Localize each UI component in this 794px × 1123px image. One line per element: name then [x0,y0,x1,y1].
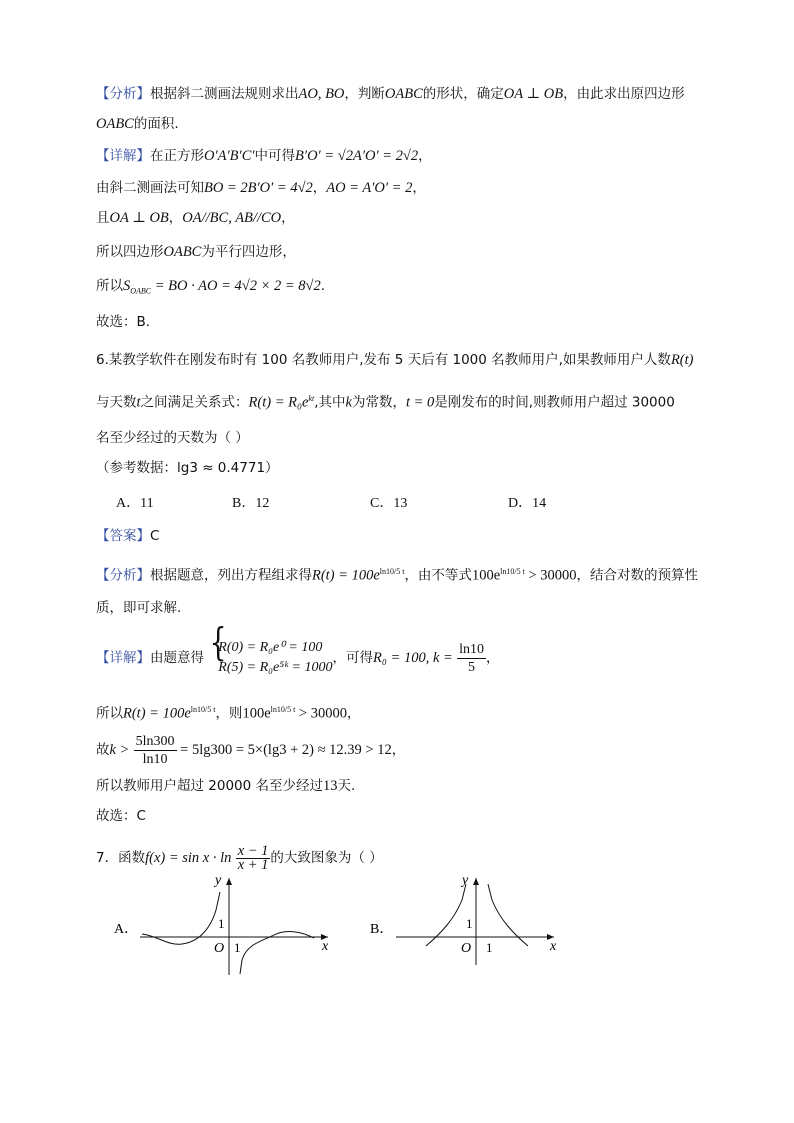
svg-text:y: y [215,873,222,888]
svg-text:1: 1 [234,940,241,955]
graph-option-b [366,870,566,970]
q5-detail-line1: 【详解】在正方形O′A′B′C′中可得B′O′ = √2A′O′ = 2√2， [96,148,432,164]
q5-detail-line3: 且OA ⊥ OB，OA//BC, AB//CO， [96,210,295,226]
svg-text:1: 1 [218,916,225,931]
answer-tag: 【答案】 [96,528,150,544]
math: R₀ = 100, k = [373,650,453,666]
q5-analysis-line2: OABC的面积. [96,116,179,132]
option-b: B．12 [232,496,270,511]
math: k > [109,742,130,758]
q6-detail-line2: 所以$R(t) = 100e^{ln10/5 t}$，则$100e^{ln10/5 t} > 30000$， [96,705,361,722]
detail-tag: 【详解】 [96,650,150,666]
q6-reference-data: （参考数据：lg3 ≈ 0.4771） [96,460,279,476]
q6-analysis-line2: 质，即可求解. [96,600,182,616]
analysis-tag: 【分析】 [96,86,150,102]
math: = BO · AO = 4√2 × 2 = 8√2 [151,278,321,294]
math: OA ⊥ OB [109,210,169,226]
answer-value: C [150,528,160,544]
graph-a-label: A． [114,922,139,937]
math: AO, BO [298,86,345,102]
svg-text:1: 1 [466,916,473,931]
q6-analysis-line1: 【分析】根据题意，列出方程组求得$R(t) = 100e^{ln10/5 t}$，由不等式$100e^{ln10/5 t} > 30000$，结合对数的预算性 [96,567,698,584]
q5-detail-line2: 由斜二测画法可知BO = 2B′O′ = 4√2，AO = A′O′ = 2， [96,180,426,196]
math: B′O′ = √2A′O′ = 2√2 [295,148,419,164]
q6-answer: 故选：C [96,808,146,824]
math: OABC [96,116,134,132]
fraction: $\frac{5\ln 300}{\ln 10}$ [135,733,175,767]
detail-tag: 【详解】 [96,148,150,164]
math: OA//BC, AB//CO [182,210,282,226]
fraction: $\frac{\ln 10}{5}$ [459,641,484,675]
q6-detail-line4: 所以教师用户超过 20000 名至少经过13天. [96,778,356,794]
math: OABC [384,86,423,102]
svg-text:x: x [550,939,557,954]
option-d: D．14 [508,496,547,511]
q5-answer: 故选：B. [96,314,151,330]
math: S [123,278,131,294]
math: OA ⊥ OB [503,86,564,102]
math: f(x) = sin x · ln [145,850,232,866]
math: OABC [163,244,202,260]
svg-text:y: y [462,873,469,888]
q6-stem-line1: 6.某教学软件在刚发布时有 100 名教师用户,发布 5 天后有 1000 名教师用户,如果教师用户人数R(t) [96,352,694,368]
y-arrow-icon [226,878,232,885]
q6-stem-line3: 名至少经过的天数为（ ） [96,430,249,446]
q5-detail-line5: 所以$S_{OABC}$ = BO · AO = 4√2 × 2 = 8√2. [96,278,326,296]
fraction: $\frac{x - 1}{x + 1}$ [237,842,269,873]
q6-detail-line3: 故k > $\frac{5\ln 300}{\ln 10}$ = 5lg300 = 5×(lg3 + 2) ≈ 12.39 > 12， [96,733,406,767]
option-a: A．11 [116,496,154,511]
math: 100e [471,567,501,584]
q6-detail-line1: 【详解】由题意得 { R(0) = R₀e⁰ = 100 R(5) = R₀e⁵ᵏ = 1000 ，可得R₀ = 100, k = $\frac{\ln 10}{5}$ ， [96,636,708,680]
q6-answer-line [96,526,708,546]
q6-stem-line2: 与天数t之间满足关系式：$R(t) = R_0e^{kt}$,其中k为常数，t = 0是刚发布的时间,则教师用户超过 30000 [96,394,675,411]
svg-text:x: x [322,939,329,954]
math: AO = A′O′ = 2 [326,180,413,196]
option-c: C．13 [370,496,408,511]
curve-right [240,932,314,974]
equation-system: { R(0) = R₀e⁰ = 100 R(5) = R₀e⁵ᵏ = 1000 [208,638,332,678]
math: R(t) = 100e [312,567,380,584]
q5-analysis-line1: 【分析】根据斜二测画法规则求出AO, BO，判断OABC的形状，确定OA ⊥ OB，由此求出原四边形 [96,86,685,102]
math: O′A′B′C′ [204,148,255,164]
svg-text:O: O [461,941,472,956]
math: R(t) = R₀e [248,394,309,411]
math: R(t) = 100e [123,705,191,722]
q7-stem: 7．函数f(x) = sin x · ln $\frac{x - 1}{x + 1}$ 的大致图象为（ ） [96,842,383,873]
math: R(t) [670,352,694,368]
graph-b-label: B． [370,922,394,937]
svg-text:1: 1 [486,940,493,955]
analysis-tag: 【分析】 [96,567,150,584]
q5-detail-line4: 所以四边形OABC为平行四边形， [96,244,296,260]
curve-left [142,892,220,944]
y-arrow-icon [473,878,479,885]
svg-text:O: O [214,941,225,956]
graph-option-a [110,870,340,980]
math: BO = 2B′O′ = 4√2 [204,180,313,196]
